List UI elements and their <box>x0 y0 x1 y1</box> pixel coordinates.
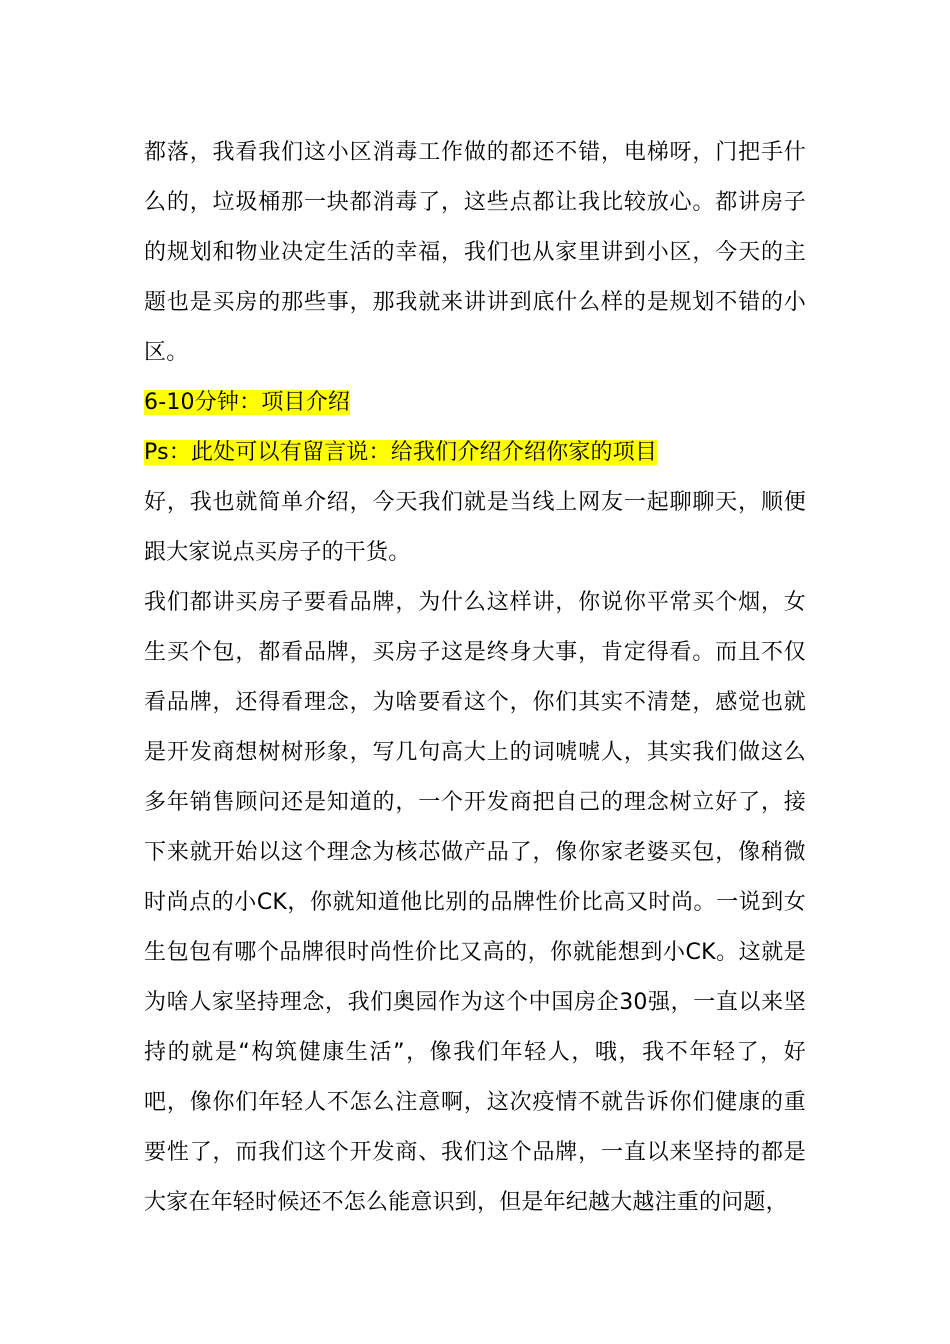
highlighted-heading: 6-10分钟：项目介绍 <box>144 390 351 415</box>
paragraph-text: 都落，我看我们这小区消毒工作做的都还不错，电梯呀，门把手什么的，垃圾桶那一块都消毒了，这些点都让我比较放心。都讲房子的规划和物业决定生活的幸福，我们也从家里讲到小区，今天的主题也是买房的那些事，那我就来讲讲到底什么样的是规划不错的小区。 <box>144 140 806 365</box>
paragraph-text: 我们都讲买房子要看品牌，为什么这样讲，你说你平常买个烟，女生买个包，都看品牌，买房子这是终身大事，肯定得看。而且不仅看品牌，还得看理念，为啥要看这个，你们其实不清楚，感觉也就是开发商想树树形象，写几句高大上的词唬唬人，其实我们做这么多年销售顾问还是知道的，一个开发商把自己的理念树立好了，接下来就开始以这个理念为核芯做产品了，像你家老婆买包，像稍微时尚点的小CK，你就知道他比别的品牌性价比高又时尚。一说到女生包包有哪个品牌很时尚性价比又高的，你就能想到小CK。这就是为啥人家坚持理念，我们奥园作为这个中国房企30强，一直以来坚持的就是“构筑健康生活”，像我们年轻人，哦，我不年轻了，好吧，像你们年轻人不怎么注意啊，这次疫情不就告诉你们健康的重要性了，而我们这个开发商、我们这个品牌，一直以来坚持的都是大家在年轻时候还不怎么能意识到，但是年纪越大越注重的问题， <box>144 590 806 1215</box>
paragraph-intro <box>144 478 806 578</box>
paragraph-text: 好，我也就简单介绍，今天我们就是当线上网友一起聊聊天，顺便跟大家说点买房子的干货。 <box>144 490 806 565</box>
highlighted-note: Ps：此处可以有留言说：给我们介绍介绍你家的项目 <box>144 440 658 465</box>
ps-note <box>144 428 806 478</box>
document-body <box>144 128 806 1228</box>
section-heading-project-intro <box>144 378 806 428</box>
paragraph-brand-concept <box>144 578 806 1228</box>
paragraph-community-planning <box>144 128 806 378</box>
